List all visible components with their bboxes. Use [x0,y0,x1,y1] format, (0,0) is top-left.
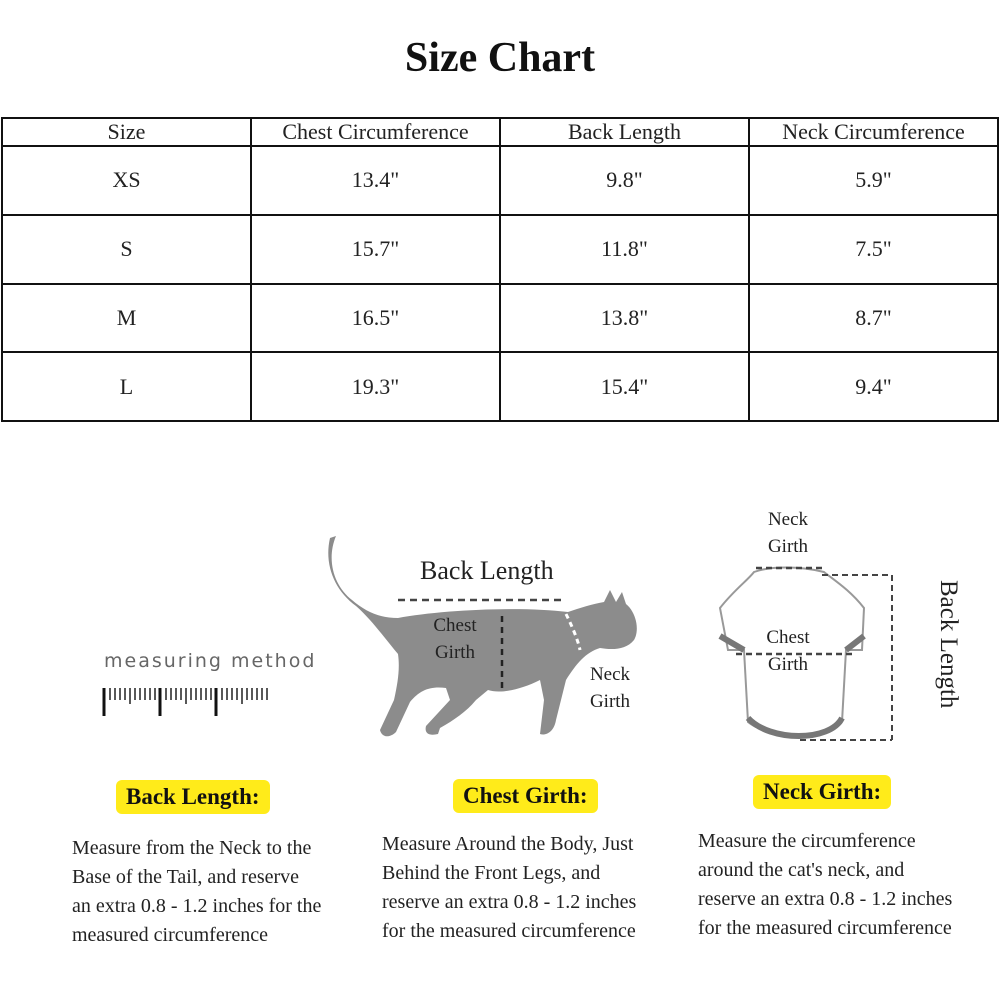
chest-girth-desc-line: Measure Around the Body, Just [382,833,634,855]
neck-girth-desc-line: for the measured circumference [698,917,952,939]
shirt-neck-girth-label [757,506,819,560]
chest-girth-heading: Chest Girth: [453,779,598,813]
cell-neck: 7.5" [749,215,998,284]
neck-girth-description [698,827,952,943]
header-size: Size [2,118,251,146]
cat-chest-girth-line1: Chest [433,615,477,636]
cat-neck-girth-line1: Neck [589,664,631,685]
cat-chest-girth-line2: Girth [434,642,476,663]
shirt-back-length-label: Back Length [935,580,962,709]
neck-girth-desc-line: Measure the circumference [698,830,916,852]
back-length-desc-line: Measure from the Neck to the [72,837,312,859]
chest-girth-description [382,830,636,946]
back-length-heading: Back Length: [116,780,270,814]
cat-neck-girth-label [580,661,640,715]
page-title: Size Chart [404,35,596,81]
cell-chest: 16.5" [251,284,500,353]
neck-girth-desc-line: reserve an extra 0.8 - 1.2 inches [698,888,953,910]
shirt-neck-girth-line1: Neck [767,509,809,530]
shirt-chest-girth-line2: Girth [767,654,809,675]
header-neck: Neck Circumference [749,118,998,146]
neck-girth-heading: Neck Girth: [753,775,891,809]
back-length-desc-line: measured circumference [72,924,268,946]
cell-chest: 19.3" [251,352,500,421]
back-length-desc-line: Base of the Tail, and reserve [72,866,300,888]
cell-back: 11.8" [500,215,749,284]
cat-neck-girth-line2: Girth [589,691,631,712]
cell-back: 15.4" [500,352,749,421]
chest-girth-desc-line: Behind the Front Legs, and [382,862,601,884]
cell-chest: 13.4" [251,146,500,215]
shirt-chest-girth-label [757,624,819,678]
cat-back-length-label: Back Length [420,556,554,585]
chest-girth-desc-line: for the measured circumference [382,920,636,942]
cell-back: 13.8" [500,284,749,353]
shirt-neck-girth-line2: Girth [767,536,809,557]
cell-neck: 5.9" [749,146,998,215]
cell-size: L [2,352,251,421]
cell-size: XS [2,146,251,215]
cell-size: S [2,215,251,284]
shirt-chest-girth-line1: Chest [766,627,810,648]
measuring-method-label: measuring method [104,650,317,672]
cell-neck: 8.7" [749,284,998,353]
header-chest: Chest Circumference [251,118,500,146]
cell-neck: 9.4" [749,352,998,421]
cat-chest-girth-label [424,612,486,666]
cell-size: M [2,284,251,353]
neck-girth-desc-line: around the cat's neck, and [698,859,905,881]
back-length-desc-line: an extra 0.8 - 1.2 inches for the [72,895,322,917]
cell-chest: 15.7" [251,215,500,284]
back-length-description [72,834,321,950]
cell-back: 9.8" [500,146,749,215]
header-back: Back Length [500,118,749,146]
ruler-icon [104,688,267,716]
chest-girth-desc-line: reserve an extra 0.8 - 1.2 inches [382,891,637,913]
